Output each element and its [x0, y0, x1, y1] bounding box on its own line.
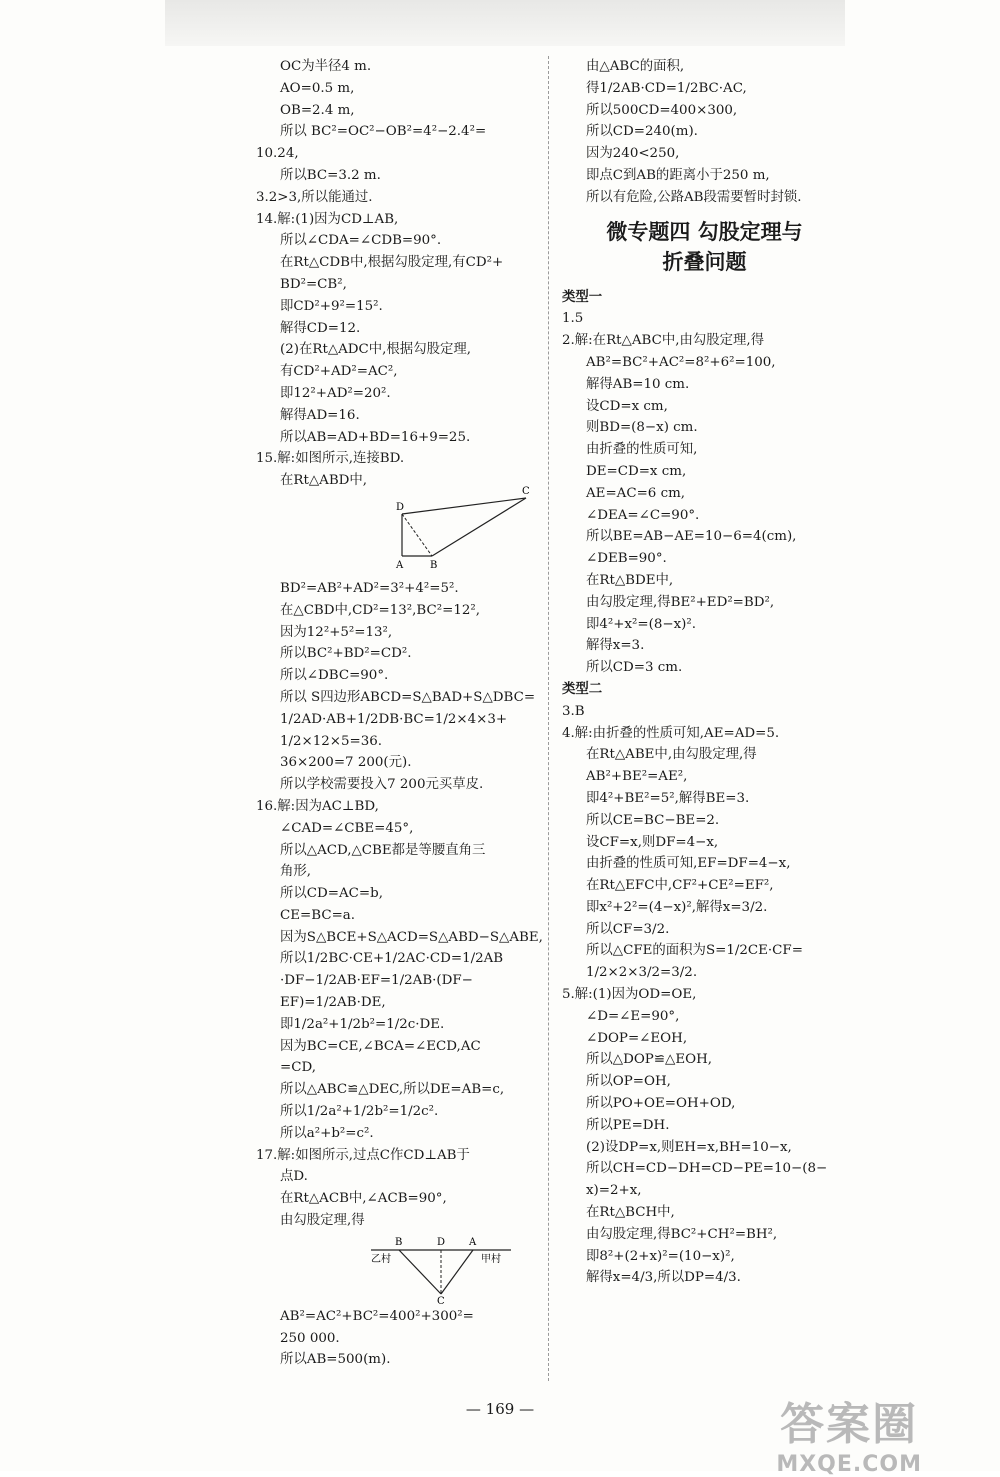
solution-line: 1/2×12×5=36.: [280, 733, 383, 749]
solution-line: 250 000.: [280, 1330, 340, 1346]
solution-line: 所以△ABC≌△DEC,所以DE=AB=c,: [280, 1082, 505, 1098]
solution-line: AE=AC=6 cm,: [586, 485, 686, 501]
solution-line: 由△ABC的面积,: [586, 59, 685, 74]
solution-line: ∠D=∠E=90°,: [586, 1008, 680, 1024]
solution-line: 所以CD=3 cm.: [586, 660, 683, 676]
right-column-top: [562, 56, 847, 209]
solution-line: 所以1/2BC·CE+1/2AC·CD=1/2AB: [280, 951, 504, 967]
solution-line: 解得AB=10 cm.: [586, 376, 690, 392]
question-heading: 14.解:(1)因为CD⊥AB,: [256, 211, 399, 227]
watermark-logo-text: 答案圈: [780, 1399, 919, 1450]
solution-line: 1/2AD·AB+1/2DB·BC=1/2×4×3+: [280, 711, 508, 727]
solution-line: 所以1/2a²+1/2b²=1/2c².: [280, 1104, 439, 1120]
solution-line: 所以∠CDA=∠CDB=90°.: [280, 233, 442, 249]
solution-line: DE=CD=x cm,: [586, 463, 687, 479]
solution-line: 角形,: [280, 864, 312, 880]
solution-line: 所以CH=CD−DH=CD−PE=10−(8−: [586, 1161, 828, 1177]
solution-line: 所以AB=AD+BD=16+9=25.: [280, 429, 471, 445]
solution-line: 所以CE=BC−BE=2.: [586, 812, 720, 828]
solution-line: 所以△ACD,△CBE都是等腰直角三: [280, 842, 486, 858]
solution-line: 所以PE=DH.: [586, 1117, 670, 1133]
label-village-jia: 甲村: [481, 1253, 501, 1265]
solution-line: 在△CBD中,CD²=13²,BC²=12²,: [280, 602, 480, 618]
solution-line: 所以△CFE的面积为S=1/2CE·CF=: [586, 943, 803, 959]
solution-line: 所以∠DBC=90°.: [280, 668, 389, 684]
solution-line: 所以AB=500(m).: [280, 1352, 391, 1368]
solution-line: 所以BC²+BD²=CD².: [280, 646, 412, 662]
solution-line: 所以a²+b²=c².: [280, 1125, 374, 1141]
watermark-site: MXQE.COM: [776, 1452, 922, 1477]
solution-line: EF)=1/2AB·DE,: [280, 995, 386, 1011]
figure-quadrilateral-abcd: [396, 485, 531, 576]
solution-line: 在Rt△ABE中,由勾股定理,得: [586, 747, 757, 763]
scan-shadow: [165, 0, 845, 46]
solution-line: 即8²+(2+x)²=(10−x)²,: [586, 1248, 735, 1264]
section-title: [562, 217, 847, 277]
solution-line: 解得x=3.: [586, 638, 645, 654]
watermark: [776, 1388, 922, 1477]
segment-bc: [399, 1250, 441, 1294]
solution-line: 解得x=4/3,所以DP=4/3.: [586, 1270, 741, 1286]
page-number: — 169 —: [465, 1400, 535, 1418]
question-heading: 15.解:如图所示,连接BD.: [256, 451, 405, 467]
question-heading: 16.解:因为AC⊥BD,: [256, 798, 379, 814]
solution-line: 在Rt△ABD中,: [280, 473, 368, 489]
label-a: A: [396, 559, 404, 571]
solution-line: 设CD=x cm,: [586, 398, 668, 414]
solution-line: 解得AD=16.: [280, 407, 360, 423]
solution-line: 得1/2AB·CD=1/2BC·AC,: [586, 80, 747, 96]
solution-line: 因为12²+5²=13²,: [280, 624, 393, 640]
edge-cb: [432, 498, 526, 556]
label-b: B: [395, 1236, 403, 1248]
solution-line: 即4²+x²=(8−x)².: [586, 616, 697, 632]
label-c: C: [522, 485, 530, 497]
question-heading: 4.解:由折叠的性质可知,AE=AD=5.: [562, 725, 780, 741]
solution-line: 在Rt△BCH中,: [586, 1205, 675, 1221]
solution-line: 即1/2a²+1/2b²=1/2c·DE.: [280, 1016, 445, 1032]
label-d: D: [437, 1236, 446, 1248]
solution-line: 解得CD=12.: [280, 320, 361, 336]
type-heading: 类型二: [562, 680, 603, 697]
solution-line: 所以CD=AC=b,: [280, 886, 383, 902]
solution-line: 由折叠的性质可知,EF=DF=4−x,: [586, 856, 791, 872]
question-heading: 1.5: [562, 311, 584, 327]
type-heading: 类型一: [562, 288, 603, 305]
label-a: A: [469, 1236, 477, 1248]
solution-line: 因为S△BCE+S△ACD=S△ABD−S△ABE,: [280, 929, 543, 945]
solution-line: 设CF=x,则DF=4−x,: [586, 834, 719, 850]
solution-line: OB=2.4 m,: [280, 102, 355, 118]
left-column: [256, 56, 543, 1371]
solution-line: 36×200=7 200(元).: [280, 755, 412, 771]
solution-line: 所以△DOP≌△EOH,: [586, 1052, 713, 1068]
solution-line: 即12²+AD²=20².: [280, 385, 391, 401]
question-heading: 5.解:(1)因为OD=OE,: [562, 987, 697, 1003]
solution-line: AB²=BC²+AC²=8²+6²=100,: [586, 354, 776, 370]
solution-line: ∠DOP=∠EOH,: [586, 1030, 688, 1046]
solution-line: (2)设DP=x,则EH=x,BH=10−x,: [586, 1139, 792, 1155]
solution-line: AB²+BE²=AE²,: [586, 769, 688, 785]
segment-ca: [441, 1250, 473, 1294]
question-heading: 3.2>3,所以能通过.: [256, 189, 373, 205]
solution-line: 在Rt△BDE中,: [586, 572, 674, 588]
section-title-line-1: 微专题四 勾股定理与: [606, 219, 803, 244]
label-village-yi: 乙村: [371, 1253, 391, 1265]
solution-line: 因为BC=CE,∠BCA=∠ECD,AC: [280, 1038, 481, 1054]
solution-line: 则BD=(8−x) cm.: [586, 420, 698, 436]
solution-line: OC为半径4 m.: [280, 59, 372, 74]
label-c: C: [437, 1295, 445, 1307]
solution-line: 所以BC=3.2 m.: [280, 167, 381, 183]
solution-line: 在Rt△ACB中,∠ACB=90°,: [280, 1191, 447, 1207]
solution-line: ·DF−1/2AB·EF=1/2AB·(DF−: [280, 973, 473, 989]
solution-line: 所以 BC²=OC²−OB²=4²−2.4²=: [280, 124, 487, 140]
solution-line: 在Rt△EFC中,CF²+CE²=EF²,: [586, 878, 774, 894]
solution-line: 所以OP=OH,: [586, 1074, 671, 1090]
solution-line: 1/2×2×3/2=3/2.: [586, 965, 698, 981]
edge-dc: [402, 498, 526, 514]
solution-line: AO=0.5 m,: [280, 80, 355, 96]
solution-line: 由折叠的性质可知,: [586, 442, 698, 458]
solution-line: ∠CAD=∠CBE=45°,: [280, 820, 414, 836]
solution-line: 在Rt△CDB中,根据勾股定理,有CD²+: [280, 255, 504, 271]
solution-line: BD²=AB²+AD²=3²+4²=5².: [280, 580, 459, 596]
solution-line: 所以PO+OE=OH+OD,: [586, 1096, 736, 1112]
solution-line: ∠DEA=∠C=90°.: [586, 507, 700, 523]
solution-line: 所以 S四边形ABCD=S△BAD+S△DBC=: [280, 689, 536, 705]
solution-line: CE=BC=a.: [280, 907, 356, 923]
solution-line: 所以CF=3/2.: [586, 921, 670, 937]
diagonal-bd: [402, 514, 432, 556]
question-heading: 10.24,: [256, 146, 299, 162]
solution-line: 所以学校需要投入7 200元买草皮.: [280, 777, 484, 793]
solution-line: 所以有危险,公路AB段需要暂时封锁.: [586, 189, 802, 205]
question-heading: 2.解:在Rt△ABC中,由勾股定理,得: [562, 333, 765, 349]
solution-line: x)=2+x,: [586, 1183, 642, 1199]
solution-line: 即CD²+9²=15².: [280, 298, 383, 314]
question-heading: 3.B: [562, 703, 585, 719]
solution-line: 即4²+BE²=5²,解得BE=3.: [586, 790, 750, 806]
section-title-line-2: 折叠问题: [662, 249, 747, 274]
solution-line: 所以BE=AB−AE=10−6=4(cm),: [586, 529, 797, 545]
solution-line: 因为240<250,: [586, 146, 680, 162]
solution-line: 由勾股定理,得BC²+CH²=BH²,: [586, 1226, 778, 1242]
label-b: B: [430, 559, 438, 571]
solution-line: 有CD²+AD²=AC²,: [280, 364, 398, 380]
solution-line: 所以500CD=400×300,: [586, 102, 738, 118]
solution-line: 由勾股定理,得BE²+ED²=BD²,: [586, 594, 775, 610]
figure-road-villages: [371, 1234, 511, 1307]
solution-line: ∠DEB=90°.: [586, 551, 667, 567]
solution-line: 即点C到AB的距离小于250 m,: [586, 167, 770, 183]
solution-line: 点D.: [280, 1169, 308, 1185]
solution-line: =CD,: [280, 1060, 316, 1076]
right-column-bottom: [562, 287, 847, 1290]
solution-line: 由勾股定理,得: [280, 1213, 365, 1229]
right-column: [562, 56, 847, 1289]
solution-line: AB²=AC²+BC²=400²+300²=: [280, 1308, 474, 1324]
column-divider: [548, 56, 549, 1381]
solution-line: (2)在Rt△ADC中,根据勾股定理,: [280, 342, 472, 358]
question-heading: 17.解:如图所示,过点C作CD⊥AB于: [256, 1147, 470, 1163]
label-d: D: [396, 501, 405, 513]
solution-line: 即x²+2²=(4−x)²,解得x=3/2.: [586, 899, 768, 915]
solution-line: 所以CD=240(m).: [586, 124, 698, 140]
solution-line: BD²=CB²,: [280, 276, 347, 292]
